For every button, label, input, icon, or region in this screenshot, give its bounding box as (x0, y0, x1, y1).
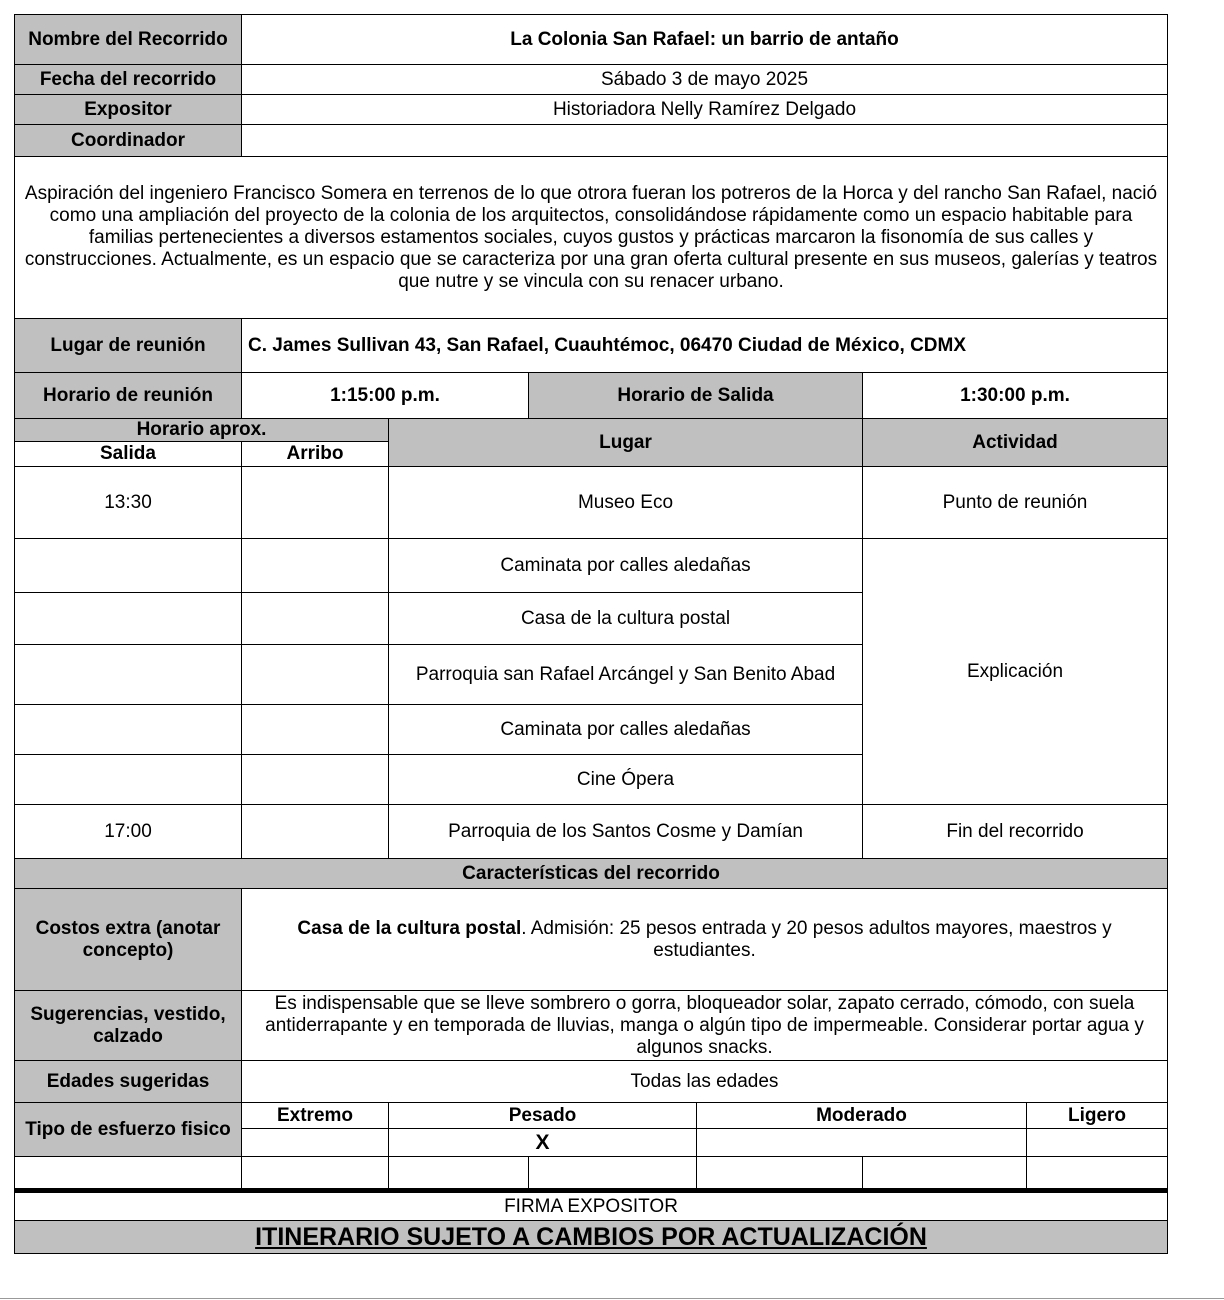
tour-description: Aspiración del ingeniero Francisco Somera en terrenos de lo que otrora fueran los potreros de la Horca y del rancho San Rafael, nació como una ampliación del proyecto de la colonia de los arquitectos, consolidándose rápidamente como un espacio habitable para familias pertenecientes a diversos estamentos sociales, cuyos gustos y prácticas marcaron la fisonomía de sus calles y construcciones. Actualmente, es un espacio que se caracteriza por una gran oferta cultural presente en sus museos, galerías y teatros que nutre y se vincula con su renacer urbano. (14, 156, 1168, 319)
changes-notice: ITINERARIO SUJETO A CAMBIOS POR ACTUALIZACIÓN (14, 1220, 1168, 1254)
itinerary-place: Cine Ópera (388, 754, 863, 805)
itinerary-departure (14, 538, 242, 593)
departure-time: 1:30:00 p.m. (862, 372, 1168, 419)
itinerary-departure (14, 704, 242, 755)
meeting-time: 1:15:00 p.m. (241, 372, 529, 419)
itinerary-arrival (241, 538, 389, 593)
effort-heavy-mark: X (388, 1128, 697, 1157)
meeting-place: C. James Sullivan 43, San Rafael, Cuauhtémoc, 06470 Ciudad de México, CDMX (241, 318, 1168, 373)
itinerary-activity-merged: Explicación (862, 538, 1168, 805)
itinerary-arrival (241, 644, 389, 705)
itinerary-departure: 17:00 (14, 804, 242, 859)
signature-cell (14, 1156, 242, 1193)
itinerary-place: Museo Eco (388, 466, 863, 539)
itinerary-departure (14, 754, 242, 805)
features-title: Características del recorrido (14, 858, 1168, 889)
itinerary-place: Parroquia san Rafael Arcángel y San Benito Abad (388, 644, 863, 705)
effort-extreme-mark (241, 1128, 389, 1157)
itinerary-place: Caminata por calles aledañas (388, 538, 863, 593)
effort-moderate-mark (696, 1128, 1027, 1157)
itinerary-arrival (241, 466, 389, 539)
effort-light-header: Ligero (1026, 1102, 1168, 1129)
tour-name: La Colonia San Rafael: un barrio de antaño (241, 14, 1168, 65)
itinerary-activity: Punto de reunión (862, 466, 1168, 539)
itinerary-arrival (241, 804, 389, 859)
departure-column-header: Salida (14, 441, 242, 467)
meeting-place-label: Lugar de reunión (14, 318, 242, 373)
extra-costs-label: Costos extra (anotar concepto) (14, 888, 242, 991)
coordinator (241, 124, 1168, 157)
arrival-column-header: Arribo (241, 441, 389, 467)
itinerary-departure (14, 592, 242, 645)
suggested-ages: Todas las edades (241, 1060, 1168, 1103)
itinerary-place: Caminata por calles aledañas (388, 704, 863, 755)
tour-itinerary-sheet (14, 14, 1168, 1254)
itinerary-departure (14, 644, 242, 705)
coordinator-label: Coordinador (14, 124, 242, 157)
speaker-label: Expositor (14, 94, 242, 125)
place-column-header: Lugar (388, 418, 863, 467)
extra-costs-concept: Casa de la cultura postal (297, 917, 522, 939)
signature-cell (1026, 1156, 1168, 1193)
tour-name-label: Nombre del Recorrido (14, 14, 242, 65)
effort-extreme-header: Extremo (241, 1102, 389, 1129)
tour-date: Sábado 3 de mayo 2025 (241, 64, 1168, 95)
suggestions: Es indispensable que se lleve sombrero o gorra, bloqueador solar, zapato cerrado, cómodo, con suela antiderrapante y en temporada de lluvias, manga o algún tipo de impermeable. Considerar portar agua y algunos snacks. (241, 990, 1168, 1061)
itinerary-place: Casa de la cultura postal (388, 592, 863, 645)
signature-label: FIRMA EXPOSITOR (14, 1192, 1168, 1221)
meeting-time-label: Horario de reunión (14, 372, 242, 419)
effort-light-mark (1026, 1128, 1168, 1157)
effort-heavy-header: Pesado (388, 1102, 697, 1129)
effort-moderate-header: Moderado (696, 1102, 1027, 1129)
extra-costs-detail: . Admisión: 25 pesos entrada y 20 pesos adultos mayores, maestros y estudiantes. (521, 917, 1112, 961)
extra-costs (241, 888, 1168, 991)
itinerary-arrival (241, 704, 389, 755)
departure-time-label: Horario de Salida (528, 372, 863, 419)
itinerary-activity: Fin del recorrido (862, 804, 1168, 859)
suggestions-label: Sugerencias, vestido, calzado (14, 990, 242, 1061)
signature-cell (388, 1156, 529, 1193)
activity-column-header: Actividad (862, 418, 1168, 467)
itinerary-arrival (241, 754, 389, 805)
signature-cell (862, 1156, 1027, 1193)
signature-cell (696, 1156, 863, 1193)
signature-cell (241, 1156, 389, 1193)
itinerary-place: Parroquia de los Santos Cosme y Damían (388, 804, 863, 859)
effort-label: Tipo de esfuerzo fisico (14, 1102, 242, 1157)
date-label: Fecha del recorrido (14, 64, 242, 95)
ages-label: Edades sugeridas (14, 1060, 242, 1103)
itinerary-arrival (241, 592, 389, 645)
page-divider (0, 1298, 1224, 1299)
signature-cell (528, 1156, 697, 1193)
approx-time-header: Horario aprox. (14, 418, 389, 442)
speaker: Historiadora Nelly Ramírez Delgado (241, 94, 1168, 125)
itinerary-departure: 13:30 (14, 466, 242, 539)
